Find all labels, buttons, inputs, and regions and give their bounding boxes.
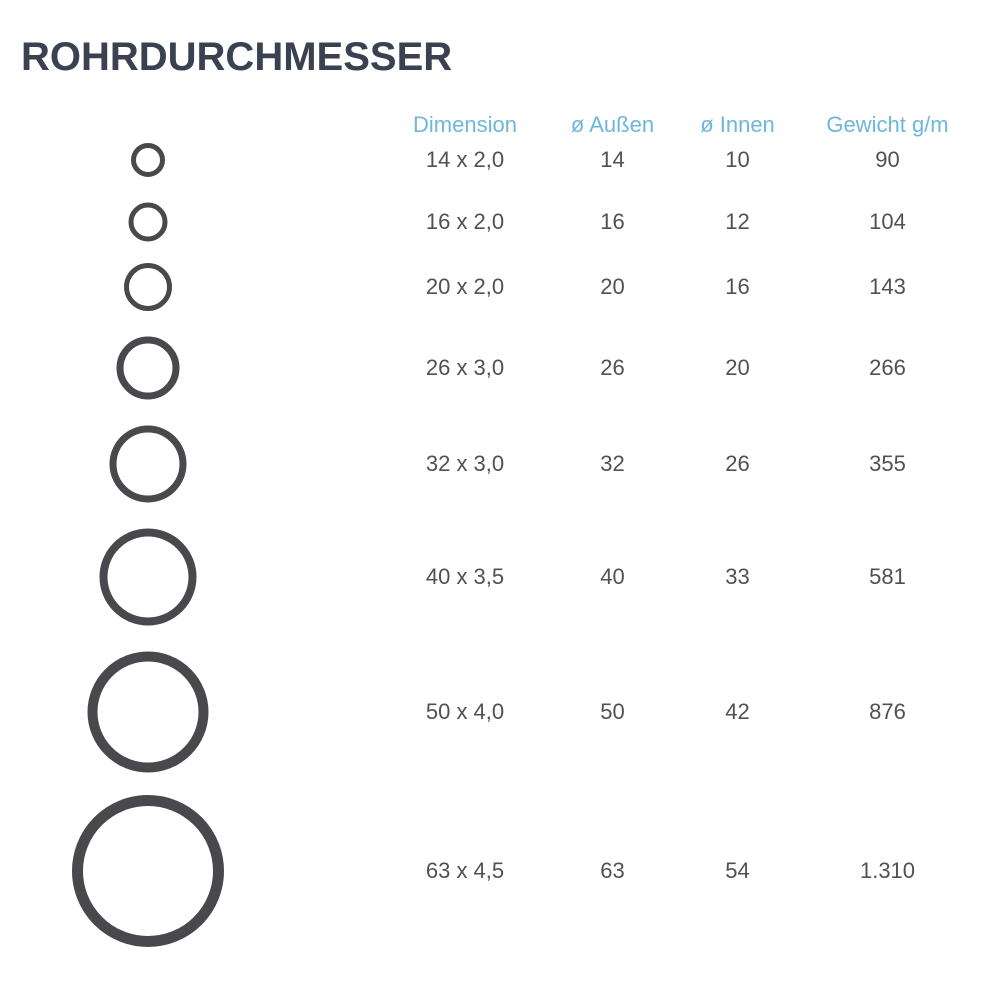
cell-inner: 26: [725, 451, 750, 476]
pipe-cross-section-icon: [72, 795, 224, 947]
cell-inner: 12: [725, 209, 750, 234]
cell-inner: 16: [725, 274, 750, 299]
pipe-cross-section-icon: [100, 529, 197, 626]
cell-dimension: 16 x 2,0: [425, 209, 505, 234]
pipe-cross-section-icon: [110, 426, 187, 503]
cell-dimension: 14 x 2,0: [425, 147, 505, 172]
cell-inner: 54: [725, 858, 750, 883]
cell-outer: 20: [600, 274, 625, 299]
cell-dimension: 63 x 4,5: [425, 858, 505, 883]
header-outer-diameter: ø Außen: [570, 112, 655, 137]
cell-weight: 355: [869, 451, 906, 476]
cell-outer: 14: [600, 147, 625, 172]
cell-outer: 26: [600, 355, 625, 380]
cell-inner: 20: [725, 355, 750, 380]
pipe-cross-section-icon: [117, 337, 180, 400]
cell-weight: 876: [869, 699, 906, 724]
cell-outer: 63: [600, 858, 625, 883]
cell-dimension: 32 x 3,0: [425, 451, 505, 476]
cell-dimension: 40 x 3,5: [425, 564, 505, 589]
page-title: ROHRDURCHMESSER: [21, 35, 453, 79]
pipe-cross-section-icon: [131, 143, 165, 177]
cell-outer: 40: [600, 564, 625, 589]
cell-dimension: 50 x 4,0: [425, 699, 505, 724]
cell-weight: 90: [875, 147, 900, 172]
cell-outer: 50: [600, 699, 625, 724]
cell-inner: 10: [725, 147, 750, 172]
header-dimension: Dimension: [413, 112, 517, 137]
cell-outer: 32: [600, 451, 625, 476]
cell-weight: 581: [869, 564, 906, 589]
pipe-cross-section-icon: [124, 263, 172, 311]
header-inner-diameter: ø Innen: [700, 112, 775, 137]
cell-dimension: 20 x 2,0: [425, 274, 505, 299]
pipe-cross-section-icon: [88, 652, 209, 773]
cell-weight: 266: [869, 355, 906, 380]
cell-outer: 16: [600, 209, 625, 234]
cell-weight: 1.310: [859, 858, 916, 883]
cell-inner: 33: [725, 564, 750, 589]
header-weight: Gewicht g/m: [826, 112, 949, 137]
cell-dimension: 26 x 3,0: [425, 355, 505, 380]
pipe-cross-section-icon: [129, 203, 168, 242]
cell-weight: 104: [869, 209, 906, 234]
cell-weight: 143: [869, 274, 906, 299]
cell-inner: 42: [725, 699, 750, 724]
